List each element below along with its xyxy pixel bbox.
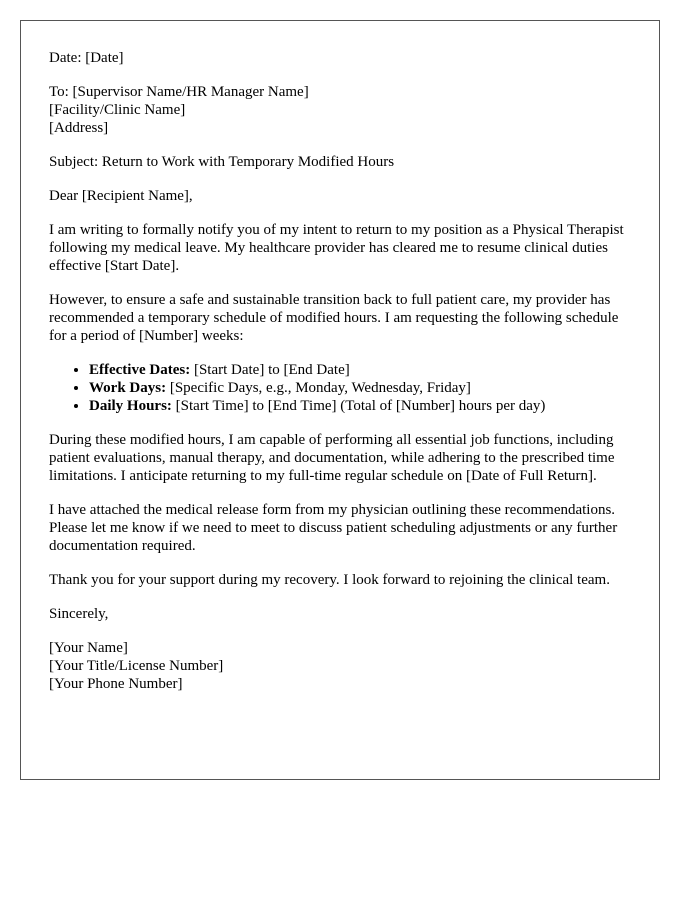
signature-name: [Your Name] [49,640,128,656]
signature-block [49,639,632,693]
closing: Sincerely, [49,606,109,622]
schedule-value: [Start Time] to [End Time] (Total of [Number] hours per day) [171,398,546,414]
date-line: Date: [Date] [49,50,124,66]
letter-document [20,20,660,780]
body-paragraph-4: I have attached the medical release form from my physician outlining these recommendations. Please let me know if we need to meet to discuss patient scheduling adjustments or any further documentation required. [49,502,618,554]
schedule-list [49,361,632,415]
schedule-value: [Start Date] to [End Date] [190,362,350,378]
body-paragraph-1: I am writing to formally notify you of my intent to return to my position as a Physical Therapist following my medical leave. My healthcare provider has cleared me to resume clinical duties effective [Start Date]. [49,222,624,274]
recipient-address: [Address] [49,120,109,136]
body-paragraph-3: During these modified hours, I am capable of performing all essential job functions, including patient evaluations, manual therapy, and documentation, while adhering to the prescribed time limitations. I anticipate returning to my full-time regular schedule on [Date of Full Return]. [49,432,615,484]
body-paragraph-2: However, to ensure a safe and sustainable transition back to full patient care, my provider has recommended a temporary schedule of modified hours. I am requesting the following schedule for a period of [Number] weeks: [49,292,619,344]
recipient-block [49,83,632,137]
subject-line: Subject: Return to Work with Temporary Modified Hours [49,154,395,170]
list-item [89,379,632,397]
schedule-value: [Specific Days, e.g., Monday, Wednesday, Friday] [166,380,471,396]
schedule-label: Effective Dates: [89,362,191,378]
recipient-to: To: [Supervisor Name/HR Manager Name] [49,84,309,100]
signature-title: [Your Title/License Number] [49,658,224,674]
body-paragraph-5: Thank you for your support during my recovery. I look forward to rejoining the clinical team. [49,572,610,588]
schedule-label: Daily Hours: [89,398,172,414]
salutation: Dear [Recipient Name], [49,188,193,204]
list-item [89,397,632,415]
recipient-facility: [Facility/Clinic Name] [49,102,186,118]
schedule-label: Work Days: [89,380,167,396]
list-item [89,361,632,379]
signature-phone: [Your Phone Number] [49,676,183,692]
